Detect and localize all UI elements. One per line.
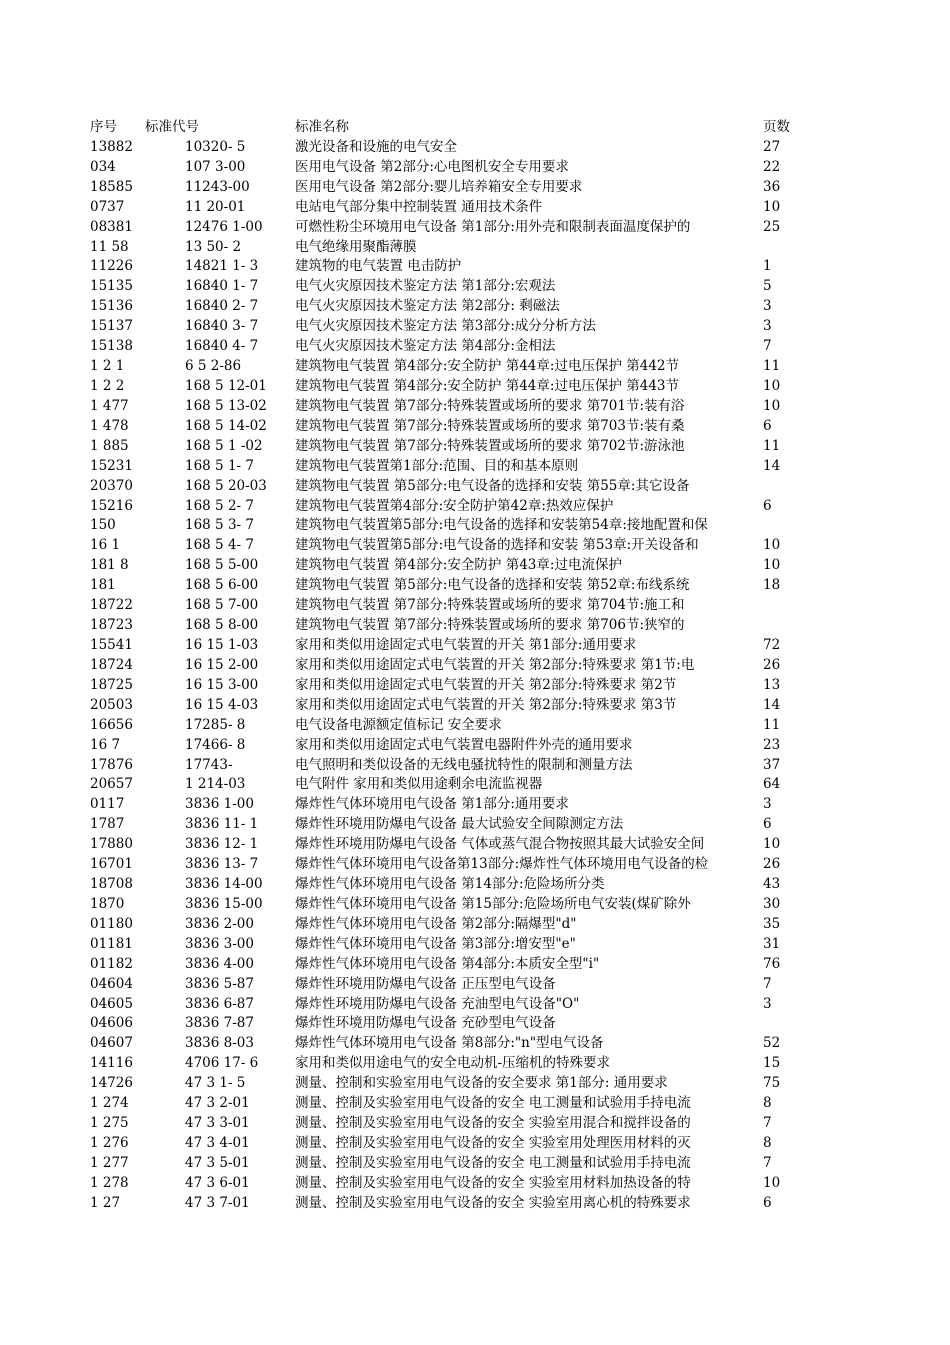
table-row <box>90 895 790 915</box>
cell-name: 电气火灾原因技术鉴定方法 第2部分: 剩磁法 <box>295 298 560 315</box>
cell-name: 电站电气部分集中控制装置 通用技术条件 <box>295 198 543 215</box>
cell-name: 爆炸性气体环境用电气设备第13部分:爆炸性气体环境用电气设备的检 <box>295 856 709 873</box>
cell-no: 15136 <box>90 298 133 315</box>
cell-code: 16840 3- 7 <box>185 318 259 335</box>
cell-no: 18722 <box>90 597 133 614</box>
cell-no: 14116 <box>90 1055 133 1072</box>
cell-pages: 10 <box>763 198 781 215</box>
cell-no: 15541 <box>90 636 133 653</box>
cell-code: 17285- 8 <box>185 716 246 733</box>
cell-no: 11 58 <box>90 238 129 255</box>
cell-no: 1 27 <box>90 1194 121 1211</box>
cell-name: 测量、控制及实验室用电气设备的安全 实验室用处理医用材料的灭 <box>295 1135 691 1152</box>
cell-pages: 13 <box>763 676 781 693</box>
cell-no: 1 278 <box>90 1174 129 1191</box>
cell-name: 建筑物电气装置 第4部分:安全防护 第44章:过电压保护 第442节 <box>295 358 680 375</box>
cell-pages: 3 <box>763 298 772 315</box>
table-row <box>90 795 790 815</box>
cell-name: 测量、控制及实验室用电气设备的安全 实验室用离心机的特殊要求 <box>295 1194 691 1211</box>
header-no: 序号 <box>90 119 117 135</box>
cell-no: 17876 <box>90 756 133 773</box>
cell-code: 47 3 3-01 <box>185 1115 250 1132</box>
cell-code: 3836 6-87 <box>185 995 254 1012</box>
table-header <box>90 118 790 138</box>
cell-no: 16 7 <box>90 736 121 753</box>
cell-code: 47 3 7-01 <box>185 1194 250 1211</box>
table-row <box>90 1014 790 1034</box>
cell-pages: 10 <box>763 397 781 414</box>
cell-pages: 26 <box>763 656 781 673</box>
table-row <box>90 1094 790 1114</box>
cell-name: 爆炸性环境用防爆电气设备 充油型电气设备"O" <box>295 995 580 1012</box>
cell-name: 建筑物电气装置 第7部分:特殊装置或场所的要求 第701节:装有浴 <box>295 397 685 414</box>
cell-code: 17466- 8 <box>185 736 246 753</box>
cell-pages: 7 <box>763 1115 772 1132</box>
cell-pages: 10 <box>763 1174 781 1191</box>
cell-code: 6 5 2-86 <box>185 358 242 375</box>
table-row <box>90 317 790 337</box>
table-row <box>90 516 790 536</box>
cell-code: 3836 15-00 <box>185 895 263 912</box>
cell-name: 爆炸性气体环境用电气设备 第14部分:危险场所分类 <box>295 876 605 893</box>
cell-no: 17880 <box>90 836 133 853</box>
table-row <box>90 1074 790 1094</box>
header-pages: 页数 <box>763 119 790 135</box>
cell-pages: 75 <box>763 1075 781 1092</box>
cell-name: 建筑物电气装置 第7部分:特殊装置或场所的要求 第704节:施工和 <box>295 597 685 614</box>
cell-no: 14726 <box>90 1075 133 1092</box>
table-row <box>90 257 790 277</box>
cell-pages: 14 <box>763 696 781 713</box>
cell-pages: 8 <box>763 1095 772 1112</box>
cell-code: 16840 1- 7 <box>185 278 259 295</box>
cell-code: 16 15 1-03 <box>185 636 259 653</box>
cell-pages: 6 <box>763 816 772 833</box>
table-row <box>90 178 790 198</box>
cell-name: 家用和类似用途固定式电气装置的开关 第2部分:特殊要求 第3节 <box>295 696 677 713</box>
table-row <box>90 775 790 795</box>
cell-code: 3836 11- 1 <box>185 816 259 833</box>
cell-pages: 10 <box>763 377 781 394</box>
cell-pages: 6 <box>763 417 772 434</box>
cell-name: 测量、控制及实验室用电气设备的安全 电工测量和试验用手持电流 <box>295 1154 691 1171</box>
cell-pages: 76 <box>763 955 781 972</box>
table-row <box>90 297 790 317</box>
table-row <box>90 1154 790 1174</box>
cell-name: 爆炸性气体环境用电气设备 第4部分:本质安全型"i" <box>295 955 600 972</box>
cell-pages: 3 <box>763 796 772 813</box>
cell-name: 建筑物的电气装置 电击防护 <box>295 258 462 275</box>
cell-no: 11226 <box>90 258 133 275</box>
cell-name: 建筑物电气装置 第5部分:电气设备的选择和安装 第52章:布线系统 <box>295 577 690 594</box>
table-row <box>90 1134 790 1154</box>
cell-no: 1 275 <box>90 1115 129 1132</box>
cell-no: 15135 <box>90 278 133 295</box>
cell-code: 168 5 1- 7 <box>185 457 254 474</box>
cell-code: 168 5 4- 7 <box>185 537 254 554</box>
cell-code: 168 5 7-00 <box>185 597 259 614</box>
cell-no: 01180 <box>90 915 133 932</box>
cell-no: 1 2 2 <box>90 377 125 394</box>
table-row <box>90 138 790 158</box>
cell-code: 4706 17- 6 <box>185 1055 259 1072</box>
cell-no: 20503 <box>90 696 133 713</box>
cell-pages: 35 <box>763 915 781 932</box>
table-row <box>90 636 790 656</box>
cell-code: 16840 2- 7 <box>185 298 259 315</box>
cell-code: 10320- 5 <box>185 138 246 155</box>
cell-pages: 8 <box>763 1135 772 1152</box>
table-row <box>90 1114 790 1134</box>
table-row <box>90 716 790 736</box>
cell-name: 建筑物电气装置 第7部分:特殊装置或场所的要求 第702节:游泳池 <box>295 437 685 454</box>
cell-code: 168 5 13-02 <box>185 397 267 414</box>
table-row <box>90 556 790 576</box>
cell-no: 20370 <box>90 477 133 494</box>
cell-pages: 6 <box>763 497 772 514</box>
cell-no: 181 8 <box>90 557 129 574</box>
table-row <box>90 198 790 218</box>
cell-code: 168 5 5-00 <box>185 557 259 574</box>
table-row <box>90 955 790 975</box>
cell-pages: 36 <box>763 178 781 195</box>
cell-code: 47 3 4-01 <box>185 1135 250 1152</box>
table-row <box>90 756 790 776</box>
header-name: 标准名称 <box>295 119 349 135</box>
cell-pages: 30 <box>763 895 781 912</box>
cell-name: 测量、控制及实验室用电气设备的安全 实验室用混合和搅拌设备的 <box>295 1115 691 1132</box>
cell-name: 爆炸性气体环境用电气设备 第1部分:通用要求 <box>295 796 569 813</box>
cell-no: 1 478 <box>90 417 129 434</box>
table-row <box>90 1034 790 1054</box>
cell-code: 3836 1-00 <box>185 796 254 813</box>
table-row <box>90 995 790 1015</box>
cell-pages: 7 <box>763 975 772 992</box>
table-row <box>90 576 790 596</box>
cell-name: 爆炸性环境用防爆电气设备 正压型电气设备 <box>295 975 556 992</box>
cell-no: 1 2 1 <box>90 358 125 375</box>
cell-pages: 10 <box>763 537 781 554</box>
cell-name: 电气火灾原因技术鉴定方法 第4部分:金相法 <box>295 338 556 355</box>
cell-no: 15137 <box>90 318 133 335</box>
table-row <box>90 596 790 616</box>
cell-code: 168 5 3- 7 <box>185 517 254 534</box>
cell-no: 18585 <box>90 178 133 195</box>
table-row <box>90 437 790 457</box>
cell-pages: 64 <box>763 776 781 793</box>
cell-no: 04606 <box>90 1015 133 1032</box>
table-row <box>90 676 790 696</box>
cell-code: 11 20-01 <box>185 198 246 215</box>
table-row <box>90 218 790 238</box>
cell-no: 15138 <box>90 338 133 355</box>
table-row <box>90 975 790 995</box>
cell-pages: 27 <box>763 138 781 155</box>
cell-name: 建筑物电气装置第4部分:安全防护第42章:热效应保护 <box>295 497 614 514</box>
cell-no: 1 477 <box>90 397 129 414</box>
table-row <box>90 536 790 556</box>
cell-code: 3836 14-00 <box>185 876 263 893</box>
cell-code: 12476 1-00 <box>185 218 263 235</box>
cell-pages: 7 <box>763 338 772 355</box>
table-row <box>90 1194 790 1214</box>
cell-name: 爆炸性环境用防爆电气设备 气体或蒸气混合物按照其最大试验安全间 <box>295 836 705 853</box>
cell-pages: 10 <box>763 836 781 853</box>
cell-code: 3836 12- 1 <box>185 836 259 853</box>
cell-name: 电气火灾原因技术鉴定方法 第1部分:宏观法 <box>295 278 556 295</box>
cell-code: 47 3 6-01 <box>185 1174 250 1191</box>
cell-code: 3836 7-87 <box>185 1015 254 1032</box>
cell-pages: 18 <box>763 577 781 594</box>
cell-no: 150 <box>90 517 116 534</box>
cell-code: 168 5 8-00 <box>185 617 259 634</box>
cell-name: 电气照明和类似设备的无线电骚扰特性的限制和测量方法 <box>295 756 633 773</box>
cell-name: 医用电气设备 第2部分:婴儿培养箱安全专用要求 <box>295 178 583 195</box>
cell-code: 14821 1- 3 <box>185 258 259 275</box>
cell-code: 3836 2-00 <box>185 915 254 932</box>
cell-name: 测量、控制及实验室用电气设备的安全 电工测量和试验用手持电流 <box>295 1095 691 1112</box>
cell-name: 测量、控制和实验室用电气设备的安全要求 第1部分: 通用要求 <box>295 1075 668 1092</box>
cell-no: 1787 <box>90 816 125 833</box>
cell-code: 3836 4-00 <box>185 955 254 972</box>
cell-pages: 11 <box>763 437 781 454</box>
table-row <box>90 477 790 497</box>
cell-no: 20657 <box>90 776 133 793</box>
cell-no: 034 <box>90 158 116 175</box>
cell-name: 测量、控制及实验室用电气设备的安全 实验室用材料加热设备的特 <box>295 1174 691 1191</box>
cell-no: 16656 <box>90 716 133 733</box>
cell-code: 3836 3-00 <box>185 935 254 952</box>
cell-no: 0117 <box>90 796 125 813</box>
cell-code: 16840 4- 7 <box>185 338 259 355</box>
table-row <box>90 696 790 716</box>
table-row <box>90 1054 790 1074</box>
cell-no: 18708 <box>90 876 133 893</box>
cell-pages: 11 <box>763 716 781 733</box>
table-row <box>90 277 790 297</box>
standards-table <box>90 118 790 1214</box>
cell-name: 建筑物电气装置 第4部分:安全防护 第44章:过电压保护 第443节 <box>295 377 680 394</box>
cell-pages: 11 <box>763 358 781 375</box>
cell-no: 16 1 <box>90 537 121 554</box>
table-row <box>90 815 790 835</box>
cell-pages: 22 <box>763 158 781 175</box>
cell-pages: 1 <box>763 258 772 275</box>
cell-no: 18725 <box>90 676 133 693</box>
cell-pages: 7 <box>763 1154 772 1171</box>
table-row <box>90 855 790 875</box>
cell-code: 3836 8-03 <box>185 1035 254 1052</box>
cell-name: 建筑物电气装置第1部分:范围、目的和基本原则 <box>295 457 579 474</box>
cell-name: 电气火灾原因技术鉴定方法 第3部分:成分分析方法 <box>295 318 596 335</box>
cell-no: 13882 <box>90 138 133 155</box>
cell-no: 16701 <box>90 856 133 873</box>
cell-name: 爆炸性气体环境用电气设备 第15部分:危险场所电气安装(煤矿除外 <box>295 895 691 912</box>
cell-code: 168 5 12-01 <box>185 377 267 394</box>
cell-pages: 72 <box>763 636 781 653</box>
table-row <box>90 616 790 636</box>
cell-code: 13 50- 2 <box>185 238 242 255</box>
cell-no: 1 885 <box>90 437 129 454</box>
cell-pages: 43 <box>763 876 781 893</box>
cell-no: 15216 <box>90 497 133 514</box>
table-row <box>90 397 790 417</box>
cell-name: 家用和类似用途固定式电气装置的开关 第2部分:特殊要求 第2节 <box>295 676 677 693</box>
cell-no: 18723 <box>90 617 133 634</box>
cell-code: 107 3-00 <box>185 158 246 175</box>
cell-no: 1870 <box>90 895 125 912</box>
cell-name: 家用和类似用途固定式电气装置的开关 第2部分:特殊要求 第1节:电 <box>295 656 695 673</box>
table-body <box>90 138 790 1214</box>
cell-code: 16 15 4-03 <box>185 696 259 713</box>
cell-no: 04604 <box>90 975 133 992</box>
cell-name: 建筑物电气装置 第4部分:安全防护 第43章:过电流保护 <box>295 557 622 574</box>
cell-name: 家用和类似用途固定式电气装置电器附件外壳的通用要求 <box>295 736 633 753</box>
table-row <box>90 835 790 855</box>
cell-no: 08381 <box>90 218 133 235</box>
cell-name: 可燃性粉尘环境用电气设备 第1部分:用外壳和限制表面温度保护的 <box>295 218 691 235</box>
cell-name: 医用电气设备 第2部分:心电图机安全专用要求 <box>295 158 569 175</box>
table-row <box>90 656 790 676</box>
cell-code: 168 5 6-00 <box>185 577 259 594</box>
cell-no: 01181 <box>90 935 133 952</box>
table-row <box>90 736 790 756</box>
cell-code: 1 214-03 <box>185 776 246 793</box>
cell-no: 1 276 <box>90 1135 129 1152</box>
header-code: 标准代号 <box>145 119 199 135</box>
cell-name: 电气附件 家用和类似用途剩余电流监视器 <box>295 776 543 793</box>
table-row <box>90 238 790 258</box>
cell-pages: 6 <box>763 1194 772 1211</box>
cell-name: 建筑物电气装置 第7部分:特殊装置或场所的要求 第706节:狭窄的 <box>295 617 685 634</box>
cell-pages: 23 <box>763 736 781 753</box>
cell-no: 04607 <box>90 1035 133 1052</box>
cell-name: 爆炸性气体环境用电气设备 第8部分:"n"型电气设备 <box>295 1035 604 1052</box>
cell-pages: 31 <box>763 935 781 952</box>
table-row <box>90 457 790 477</box>
table-row <box>90 935 790 955</box>
table-row <box>90 158 790 178</box>
cell-name: 建筑物电气装置 第5部分:电气设备的选择和安装 第55章:其它设备 <box>295 477 690 494</box>
cell-no: 15231 <box>90 457 133 474</box>
table-row <box>90 337 790 357</box>
cell-no: 0737 <box>90 198 125 215</box>
cell-code: 168 5 20-03 <box>185 477 267 494</box>
cell-no: 01182 <box>90 955 133 972</box>
cell-pages: 37 <box>763 756 781 773</box>
cell-no: 1 277 <box>90 1154 129 1171</box>
table-row <box>90 915 790 935</box>
cell-pages: 26 <box>763 856 781 873</box>
table-row <box>90 1174 790 1194</box>
cell-code: 168 5 14-02 <box>185 417 267 434</box>
cell-pages: 14 <box>763 457 781 474</box>
table-row <box>90 377 790 397</box>
cell-name: 家用和类似用途固定式电气装置的开关 第1部分:通用要求 <box>295 636 637 653</box>
cell-pages: 10 <box>763 557 781 574</box>
cell-code: 16 15 3-00 <box>185 676 259 693</box>
table-row <box>90 497 790 517</box>
cell-code: 47 3 2-01 <box>185 1095 250 1112</box>
cell-code: 168 5 2- 7 <box>185 497 254 514</box>
cell-code: 11243-00 <box>185 178 250 195</box>
cell-no: 18724 <box>90 656 133 673</box>
cell-name: 建筑物电气装置第5部分:电气设备的选择和安装第54章:接地配置和保 <box>295 517 708 534</box>
cell-pages: 5 <box>763 278 772 295</box>
cell-code: 3836 5-87 <box>185 975 254 992</box>
cell-pages: 15 <box>763 1055 781 1072</box>
cell-pages: 25 <box>763 218 781 235</box>
cell-code: 17743- <box>185 756 233 773</box>
cell-code: 16 15 2-00 <box>185 656 259 673</box>
table-row <box>90 875 790 895</box>
cell-pages: 52 <box>763 1035 781 1052</box>
cell-name: 爆炸性环境用防爆电气设备 最大试验安全间隙测定方法 <box>295 816 624 833</box>
cell-code: 3836 13- 7 <box>185 856 259 873</box>
cell-name: 爆炸性气体环境用电气设备 第2部分:隔爆型"d" <box>295 915 577 932</box>
cell-pages: 3 <box>763 318 772 335</box>
cell-no: 181 <box>90 577 116 594</box>
cell-name: 爆炸性气体环境用电气设备 第3部分:增安型"e" <box>295 935 576 952</box>
cell-name: 家用和类似用途电气的安全电动机-压缩机的特殊要求 <box>295 1055 611 1072</box>
cell-code: 168 5 1 -02 <box>185 437 263 454</box>
cell-code: 47 3 5-01 <box>185 1154 250 1171</box>
cell-code: 47 3 1- 5 <box>185 1075 246 1092</box>
cell-no: 1 274 <box>90 1095 129 1112</box>
cell-pages: 3 <box>763 995 772 1012</box>
cell-name: 爆炸性环境用防爆电气设备 充砂型电气设备 <box>295 1015 556 1032</box>
cell-no: 04605 <box>90 995 133 1012</box>
table-row <box>90 417 790 437</box>
table-row <box>90 357 790 377</box>
cell-name: 建筑物电气装置第5部分:电气设备的选择和安装 第53章:开关设备和 <box>295 537 699 554</box>
cell-name: 电气绝缘用聚酯薄膜 <box>295 238 417 255</box>
cell-name: 激光设备和设施的电气安全 <box>295 138 457 155</box>
cell-name: 建筑物电气装置 第7部分:特殊装置或场所的要求 第703节:装有桑 <box>295 417 685 434</box>
cell-name: 电气设备电源额定值标记 安全要求 <box>295 716 502 733</box>
